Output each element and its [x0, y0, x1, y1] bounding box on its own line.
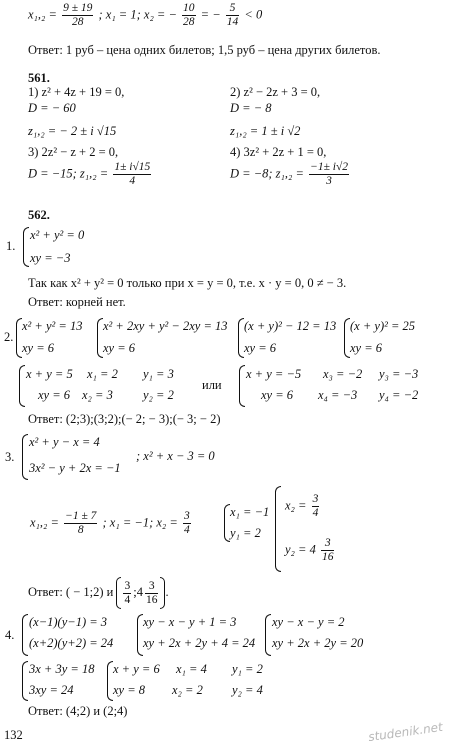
- system-brace: [275, 486, 281, 572]
- p561-3-roots: D = −15; z₁,₂ = $\frac{1\pm i√15}{4}$: [28, 161, 151, 187]
- page-number: 132: [4, 728, 23, 742]
- p562-3-answer: Ответ: ( − 1;2) и $\frac{3}{4}$ ;4 $\frac{3}{16}$ .: [28, 577, 169, 609]
- answer-tickets: Ответ: 1 руб – цена одних билетов; 1,5 руб – цена других билетов.: [28, 43, 381, 57]
- x12-label: x₁,₂ =: [28, 7, 57, 22]
- p562-3-fraction: $\frac{-1 \pm 7}{8}$: [65, 510, 97, 536]
- x12-fraction: $\frac{9 \pm 19}{28}$: [63, 2, 93, 28]
- p562-2-d2: xy = 6: [350, 341, 383, 355]
- p562-4-e1: x + y = 6: [113, 662, 160, 676]
- p561-4-eq: 4) 3z² + 2z + 1 = 0,: [230, 145, 327, 159]
- p562-1-eq1: x² + y² = 0: [30, 228, 85, 242]
- p562-4-a2: (x+2)(y+2) = 24: [29, 636, 114, 650]
- p562-1-explanation: Так как x² + y² = 0 только при x = y = 0, т.е. x · y = 0, 0 ≠ − 3.: [28, 276, 347, 290]
- p562-3-y1: y₁ = 2: [230, 526, 261, 540]
- p562-2-c2: xy = 6: [244, 341, 277, 355]
- watermark-logo: studenik.net: [367, 719, 444, 745]
- p562-2-b2: xy = 6: [103, 341, 136, 355]
- p562-4-x2: x₂ = 2: [172, 683, 203, 697]
- p562-3-x2: x₂ = $\frac{3}{4}$: [285, 493, 319, 519]
- p562-2-b1: x² + 2xy + y² − 2xy = 13: [103, 319, 228, 333]
- problem-562-number: 562.: [28, 208, 50, 222]
- system-brace: [239, 365, 245, 407]
- p562-2-label: 2.: [4, 330, 14, 344]
- p561-1-d: D = − 60: [28, 101, 76, 115]
- p561-1-eq: 1) z² + 4z + 19 = 0,: [28, 85, 125, 99]
- p562-4-x1: x₁ = 4: [176, 662, 207, 676]
- p562-4-e2: xy = 8: [113, 683, 146, 697]
- p562-4-a1: (x−1)(y−1) = 3: [29, 615, 108, 629]
- p561-3-eq: 3) 2z² − z + 2 = 0,: [28, 145, 119, 159]
- p562-2-a1: x² + y² = 13: [22, 319, 83, 333]
- p561-2-eq: 2) z² − 2z + 3 = 0,: [230, 85, 321, 99]
- p562-3-quadratic: ; x² + x − 3 = 0: [136, 449, 215, 463]
- p562-2-f2: xy = 6: [261, 388, 294, 402]
- p562-4-y1: y₁ = 2: [232, 662, 263, 676]
- p562-2-x1: x₁ = 2: [87, 367, 118, 381]
- x2-fraction-reduced: $\frac{5}{14}$: [226, 2, 239, 28]
- p561-1-roots: z₁,₂ = − 2 ± i √15: [28, 124, 117, 138]
- p562-4-y2: y₂ = 4: [232, 683, 263, 697]
- x12-formula: x₁,₂ = $\frac{9 \pm 19}{28}$ ; x₁ = 1; x₂ = − $\frac{10}{28}$ = − $\frac{5}{14}$ < 0: [28, 2, 263, 28]
- p562-4-answer: Ответ: (4;2) и (2;4): [28, 704, 128, 718]
- p562-4-d1: 3x + 3y = 18: [29, 662, 95, 676]
- p562-2-x3: x₃ = −2: [323, 367, 363, 381]
- p562-4-label: 4.: [5, 628, 15, 642]
- p562-4-c2: xy + 2x + 2y = 20: [272, 636, 364, 650]
- p562-1-label: 1.: [6, 239, 16, 253]
- p562-3-x2-fraction: $\frac{3}{4}$: [183, 510, 190, 536]
- p562-3-eq2: 3x² − y + 2x = −1: [29, 461, 121, 475]
- p562-2-c1: (x + y)² − 12 = 13: [244, 319, 337, 333]
- p562-2-x4: x₄ = −3: [318, 388, 358, 402]
- p562-2-y1: y₁ = 3: [143, 367, 174, 381]
- problem-561-number: 561.: [28, 71, 50, 85]
- p562-2-f1: x + y = −5: [246, 367, 302, 381]
- system-brace: [23, 227, 29, 267]
- p562-2-y2: y₂ = 2: [143, 388, 174, 402]
- system-brace: [22, 434, 28, 480]
- system-brace: [265, 614, 271, 656]
- or-word: или: [202, 378, 222, 392]
- p561-4-fraction: $\frac{-1\pm i√2}{3}$: [310, 161, 349, 187]
- p562-3-x1: x₁ = −1: [230, 505, 270, 519]
- p562-2-answer: Ответ: (2;3);(3;2);(− 2; − 3);(− 3; − 2): [28, 412, 221, 426]
- p561-2-d: D = − 8: [230, 101, 272, 115]
- p562-3-y2: y₂ = 4 $\frac{3}{16}$: [285, 537, 334, 563]
- p562-4-c1: xy − x − y = 2: [272, 615, 345, 629]
- system-brace: [22, 661, 28, 701]
- p562-3-label: 3.: [5, 450, 15, 464]
- system-brace: [22, 614, 28, 656]
- p562-1-eq2: xy = −3: [30, 251, 71, 265]
- p562-2-e1: x + y = 5: [26, 367, 73, 381]
- p562-2-a2: xy = 6: [22, 341, 55, 355]
- p562-2-e2: xy = 6: [38, 388, 71, 402]
- p562-4-d2: 3xy = 24: [29, 683, 74, 697]
- p562-2-y4: y₄ = −2: [379, 388, 419, 402]
- p562-3-roots: x₁,₂ = $\frac{-1 \pm 7}{8}$ ; x₁ = −1; x₂ = $\frac{3}{4}$: [30, 510, 190, 536]
- p562-4-b2: xy + 2x + 2y + 4 = 24: [143, 636, 256, 650]
- p561-3-fraction: $\frac{1\pm i√15}{4}$: [114, 161, 151, 187]
- system-brace: [19, 365, 25, 407]
- x1-value: ; x₁ = 1; x₂ = −: [98, 7, 177, 22]
- p561-2-roots: z₁,₂ = 1 ± i √2: [230, 124, 301, 138]
- x2-fraction: $\frac{10}{28}$: [183, 2, 195, 28]
- p562-3-eq1: x² + y − x = 4: [29, 435, 100, 449]
- p562-2-x2: x₂ = 3: [82, 388, 113, 402]
- p562-1-answer: Ответ: корней нет.: [28, 295, 126, 309]
- p562-2-y3: y₃ = −3: [379, 367, 419, 381]
- p562-2-d1: (x + y)² = 25: [350, 319, 416, 333]
- p562-4-b1: xy − x − y + 1 = 3: [143, 615, 237, 629]
- p561-4-roots: D = −8; z₁,₂ = $\frac{-1\pm i√2}{3}$: [230, 161, 349, 187]
